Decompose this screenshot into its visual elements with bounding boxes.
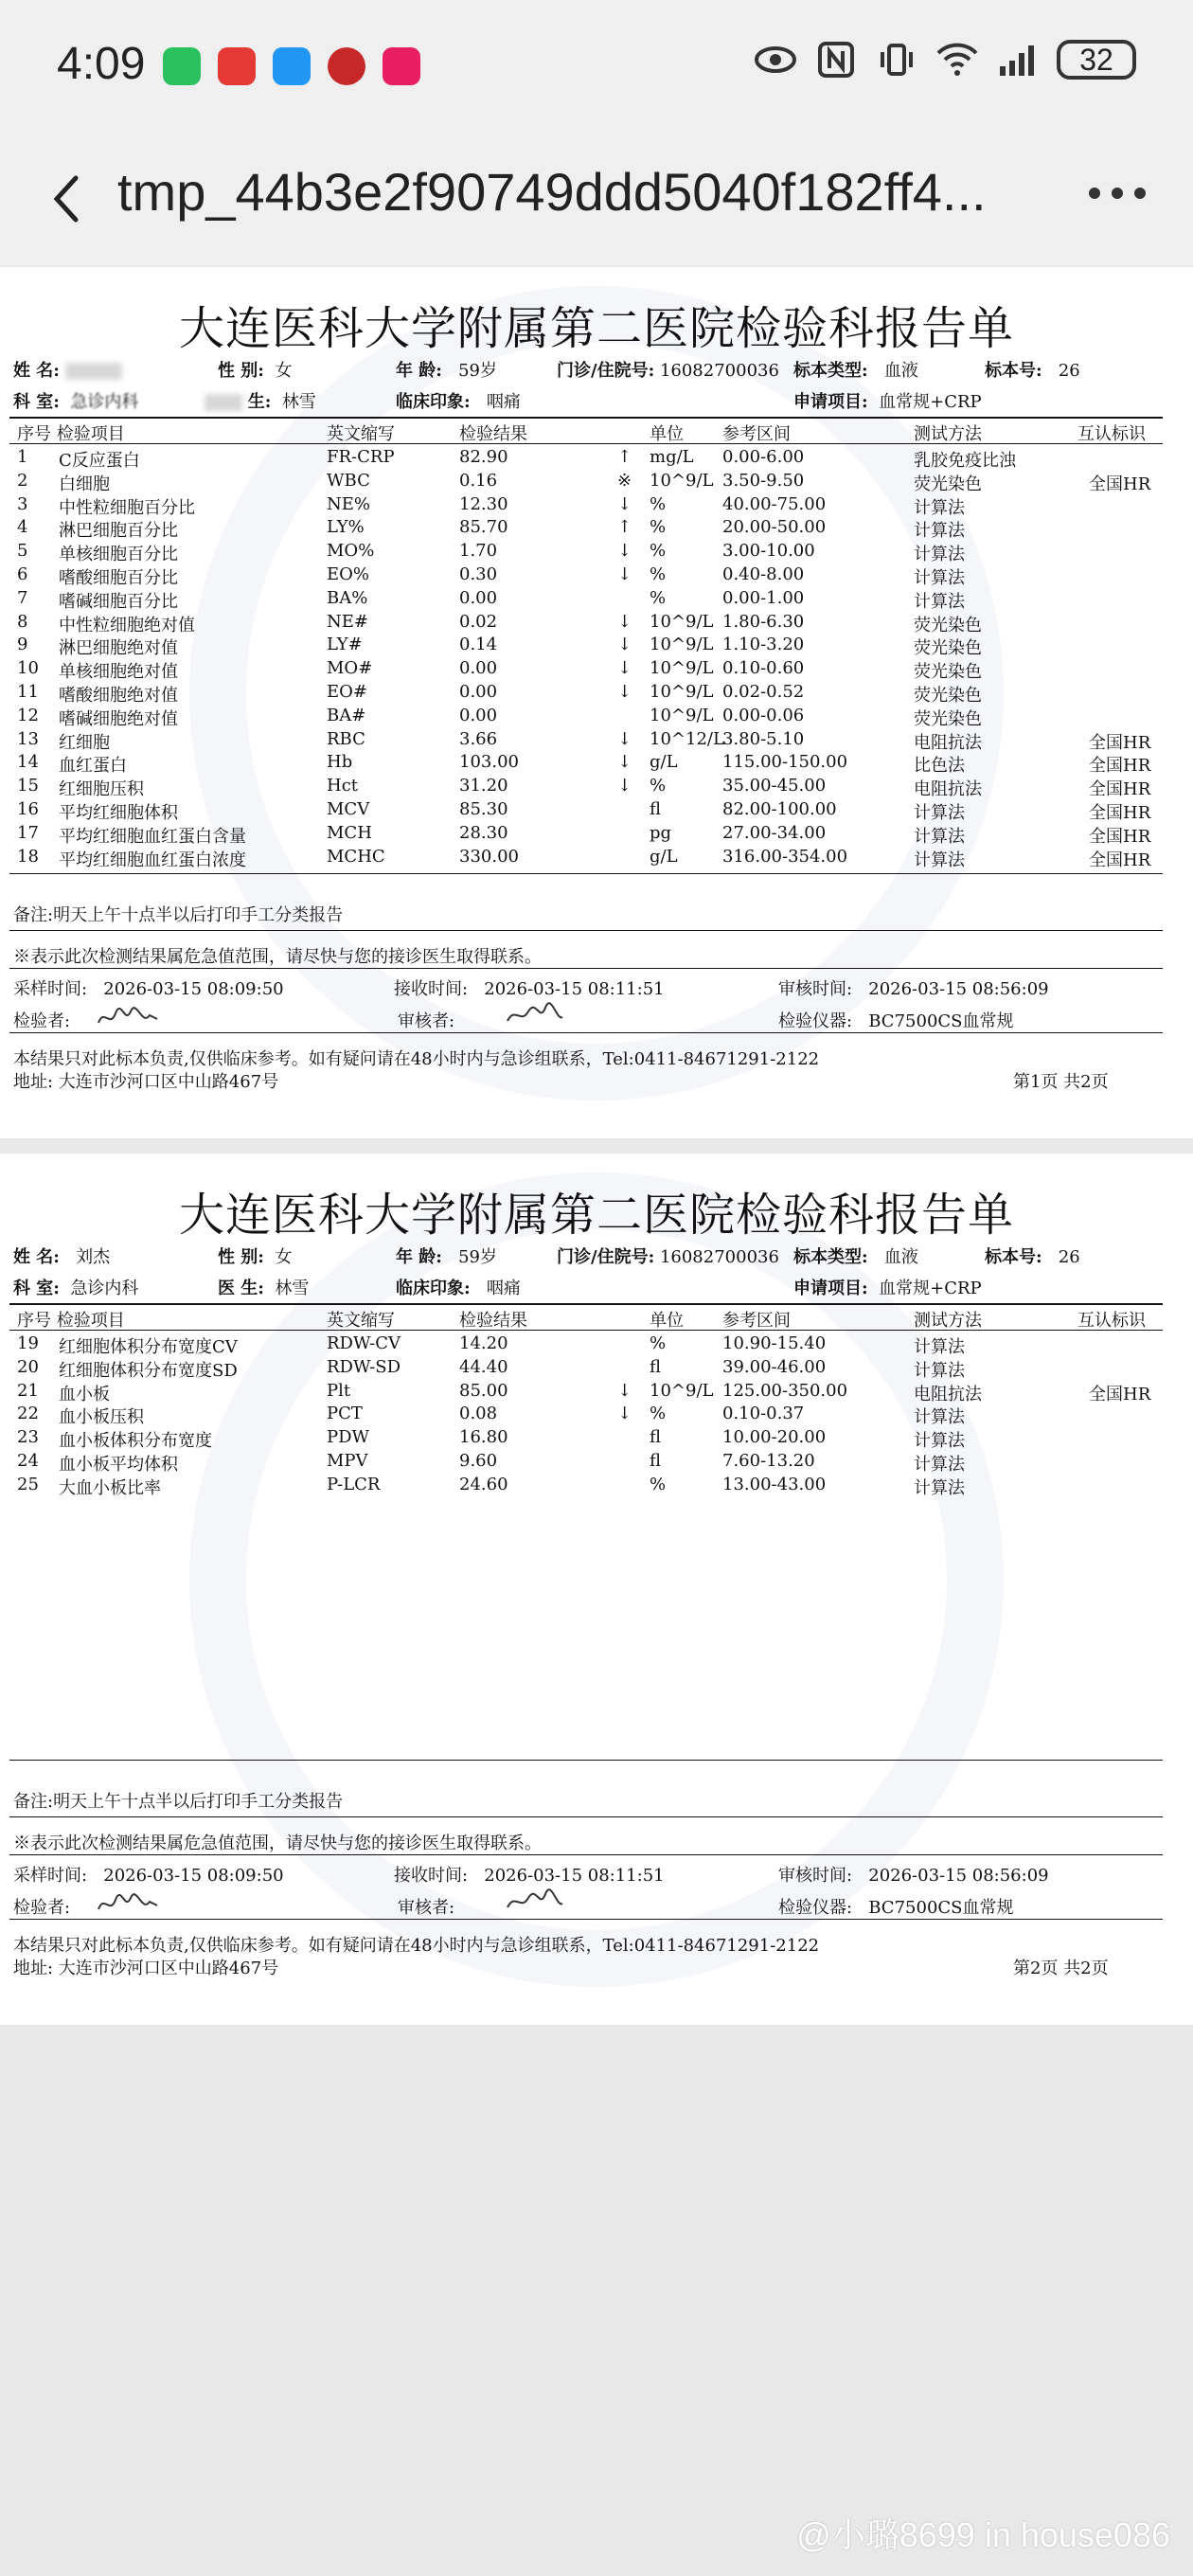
item-result: 85.70 (459, 517, 508, 538)
item-abbr: MCV (327, 799, 370, 819)
test-method: 荧光染色 (914, 615, 982, 635)
item-result: 1.70 (459, 541, 498, 562)
item-unit: fl (650, 1451, 662, 1471)
review-time: 审核时间: 2026-03-15 08:56:09 (778, 1866, 1049, 1886)
patient-id: 门诊/住院号: 16082700036 (557, 1247, 779, 1267)
item-abbr: BA% (327, 587, 368, 608)
clinical-impression: 临床印象: 咽痛 (396, 1279, 521, 1298)
item-name: 平均红细胞血红蛋白浓度 (59, 850, 246, 870)
row-number: 4 (17, 517, 28, 538)
reference-range: 0.00-0.06 (722, 705, 805, 725)
test-method: 计算法 (914, 803, 965, 823)
request-items: 申请项目: 血常规+CRP (793, 1279, 982, 1298)
test-method: 电阻抗法 (914, 1384, 982, 1404)
test-method: 比色法 (914, 756, 965, 777)
item-name: 血小板平均体积 (59, 1455, 178, 1475)
patient-age: 年 龄: 59岁 (396, 1247, 497, 1267)
reference-range: 10.00-20.00 (722, 1427, 827, 1448)
page-number: 第1页 共2页 (1013, 1072, 1109, 1092)
test-method: 计算法 (914, 1431, 965, 1452)
sample-number: 标本号: 26 (985, 361, 1080, 381)
status-bar (0, 0, 1193, 133)
test-method: 计算法 (914, 545, 965, 565)
department: 科 室: 急诊内科 (13, 392, 139, 412)
remark-rule (9, 930, 1163, 931)
item-name: 大血小板比率 (59, 1477, 161, 1498)
item-abbr: BA# (327, 705, 366, 725)
abnormal-flag: ↓ (617, 541, 632, 562)
remark: 备注:明天上午十点半以后打印手工分类报告 (13, 905, 344, 925)
test-method: 计算法 (914, 497, 965, 518)
item-unit: 10^9/L (650, 705, 714, 725)
report-page-2 (0, 1154, 1193, 2025)
app-title-bar (0, 133, 1193, 265)
item-result: 0.00 (459, 705, 498, 725)
item-unit: % (650, 1404, 667, 1424)
header-item: 序号 检验项目 (17, 424, 125, 444)
reference-range: 125.00-350.00 (722, 1380, 848, 1401)
item-name: 血小板体积分布宽度 (59, 1431, 212, 1452)
row-number: 16 (17, 799, 39, 819)
patient-name: 姓 名: 刘杰 (13, 1247, 111, 1267)
item-name: 嗜酸细胞百分比 (59, 568, 178, 588)
item-name: 淋巴细胞绝对值 (59, 638, 178, 659)
message-app-icon (273, 47, 311, 85)
item-result: 44.40 (459, 1356, 508, 1377)
item-abbr: WBC (327, 470, 370, 491)
tester-signature (95, 1890, 161, 1919)
row-number: 17 (17, 822, 39, 843)
signal-icon (996, 38, 1040, 81)
signature-rule (9, 1919, 1163, 1920)
item-name: 平均红细胞血红蛋白含量 (59, 826, 246, 847)
item-name: C反应蛋白 (59, 451, 140, 471)
abnormal-flag: ↑ (617, 517, 632, 538)
reference-range: 3.80-5.10 (722, 728, 805, 749)
shopping-app-icon (383, 47, 420, 85)
item-unit: fl (650, 1356, 662, 1377)
abnormal-flag: ↓ (617, 682, 632, 702)
row-number: 3 (17, 493, 28, 514)
header-unit: 单位 (650, 1311, 684, 1331)
row-number: 19 (17, 1333, 39, 1353)
item-name: 血小板压积 (59, 1407, 144, 1428)
item-result: 85.30 (459, 799, 508, 819)
item-name: 红细胞 (59, 732, 110, 753)
item-abbr: NE% (327, 493, 370, 514)
item-name: 中性粒细胞绝对值 (59, 615, 195, 635)
item-unit: % (650, 541, 667, 562)
item-unit: 10^12/L (650, 728, 724, 749)
header-abbr: 英文缩写 (327, 424, 395, 444)
doctor: 生: 林雪 (205, 388, 316, 413)
row-number: 21 (17, 1380, 39, 1401)
row-number: 20 (17, 1356, 39, 1377)
reference-range: 40.00-75.00 (722, 493, 827, 514)
reference-range: 0.40-8.00 (722, 564, 805, 584)
receive-time: 接收时间: 2026-03-15 08:11:51 (394, 1866, 665, 1886)
test-method: 计算法 (914, 1455, 965, 1475)
item-abbr: MO# (327, 658, 373, 679)
item-result: 0.08 (459, 1404, 498, 1424)
header-range: 参考区间 (722, 424, 791, 444)
item-abbr: EO% (327, 564, 369, 584)
tester-label: 检验者: (13, 1898, 71, 1918)
report-title: 大连医科大学附属第二医院检验科报告单 (178, 302, 1014, 355)
item-name: 中性粒细胞百分比 (59, 497, 195, 518)
header-result: 检验结果 (459, 424, 527, 444)
item-unit: g/L (650, 752, 678, 773)
item-unit: 10^9/L (650, 658, 714, 679)
row-number: 10 (17, 658, 39, 679)
item-abbr: PDW (327, 1427, 370, 1448)
reference-range: 0.10-0.60 (722, 658, 805, 679)
abnormal-flag: ↓ (617, 752, 632, 773)
item-abbr: RBC (327, 728, 365, 749)
item-abbr: PCT (327, 1404, 363, 1424)
row-number: 13 (17, 728, 39, 749)
abnormal-flag: ↓ (617, 776, 632, 796)
item-name: 红细胞体积分布宽度CV (59, 1337, 238, 1357)
patient-name: 姓 名: (13, 357, 122, 382)
reference-range: 27.00-34.00 (722, 822, 827, 843)
item-unit: % (650, 517, 667, 538)
item-abbr: LY% (327, 517, 365, 538)
header-mark: 互认标识 (1077, 1311, 1146, 1331)
reviewer-signature (502, 1000, 568, 1029)
abnormal-flag: ↓ (617, 1404, 632, 1424)
row-number: 25 (17, 1474, 39, 1494)
test-method: 计算法 (914, 591, 965, 612)
item-unit: fl (650, 1427, 662, 1448)
test-method: 乳胶免疫比浊 (914, 451, 1016, 471)
item-abbr: Hb (327, 752, 353, 773)
item-result: 82.90 (459, 447, 508, 467)
vibrate-icon (875, 38, 918, 81)
reference-range: 3.50-9.50 (722, 470, 805, 491)
item-abbr: FR-CRP (327, 447, 395, 467)
row-number: 9 (17, 635, 28, 655)
file-name-title: tmp_44b3e2f90749ddd5040f182ff4... (117, 162, 987, 222)
test-method: 电阻抗法 (914, 779, 982, 800)
item-unit: mg/L (650, 447, 694, 467)
item-result: 0.30 (459, 564, 498, 584)
row-number: 22 (17, 1404, 39, 1424)
row-number: 8 (17, 611, 28, 632)
test-method: 荧光染色 (914, 662, 982, 683)
patient-age: 年 龄: 59岁 (396, 361, 497, 381)
test-method: 荧光染色 (914, 708, 982, 729)
doctor: 医 生: 林雪 (218, 1279, 310, 1298)
recognition-mark: 全国HR (1089, 732, 1151, 753)
row-number: 15 (17, 776, 39, 796)
reference-range: 1.10-3.20 (722, 635, 805, 655)
reference-range: 0.10-0.37 (722, 1404, 805, 1424)
item-result: 3.66 (459, 728, 498, 749)
item-unit: % (650, 493, 667, 514)
abnormal-flag: ※ (617, 470, 632, 491)
reference-range: 115.00-150.00 (722, 752, 848, 773)
item-name: 单核细胞百分比 (59, 545, 178, 565)
item-result: 85.00 (459, 1380, 508, 1401)
item-unit: fl (650, 799, 662, 819)
tester-label: 检验者: (13, 1011, 71, 1031)
test-method: 计算法 (914, 521, 965, 542)
header-unit: 单位 (650, 424, 684, 444)
item-unit: % (650, 1333, 667, 1353)
test-method: 计算法 (914, 826, 965, 847)
test-method: 荧光染色 (914, 686, 982, 706)
reference-range: 3.00-10.00 (722, 541, 815, 562)
header-range: 参考区间 (722, 1311, 791, 1331)
sample-number: 标本号: 26 (985, 1247, 1080, 1267)
report-title: 大连医科大学附属第二医院检验科报告单 (178, 1189, 1014, 1242)
test-method: 计算法 (914, 1337, 965, 1357)
review-time: 审核时间: 2026-03-15 08:56:09 (778, 979, 1049, 999)
item-result: 0.00 (459, 587, 498, 608)
abnormal-flag: ↓ (617, 1380, 632, 1401)
item-unit: 10^9/L (650, 682, 714, 702)
clinical-impression: 临床印象: 咽痛 (396, 392, 521, 412)
row-number: 23 (17, 1427, 39, 1448)
header-mark: 互认标识 (1077, 424, 1146, 444)
item-abbr: P-LCR (327, 1474, 381, 1494)
instrument: 检验仪器: BC7500CS血常规 (778, 1898, 1014, 1918)
item-result: 31.20 (459, 776, 508, 796)
test-method: 电阻抗法 (914, 732, 982, 753)
item-name: 白细胞 (59, 474, 110, 494)
item-unit: pg (650, 822, 672, 843)
row-number: 5 (17, 541, 28, 562)
item-unit: % (650, 564, 667, 584)
row-number: 6 (17, 564, 28, 584)
item-name: 红细胞体积分布宽度SD (59, 1360, 238, 1381)
item-abbr: RDW-SD (327, 1356, 401, 1377)
warning-rule (9, 968, 1163, 969)
warning-rule (9, 1854, 1163, 1855)
remark-rule (9, 1816, 1163, 1817)
nfc-icon (814, 38, 858, 81)
abnormal-flag: ↑ (617, 447, 632, 467)
reference-range: 1.80-6.30 (722, 611, 805, 632)
item-unit: 10^9/L (650, 611, 714, 632)
table-bottom-rule (9, 873, 1163, 874)
test-method: 计算法 (914, 850, 965, 870)
address: 地址: 大连市沙河口区中山路467号 (13, 1959, 279, 1978)
abnormal-flag: ↓ (617, 728, 632, 749)
item-result: 0.14 (459, 635, 498, 655)
critical-warning: ※表示此次检测结果属危急值范围，请尽快与您的接诊医生取得联系。 (13, 1834, 542, 1853)
item-unit: % (650, 1474, 667, 1494)
recognition-mark: 全国HR (1089, 779, 1151, 800)
test-method: 计算法 (914, 1477, 965, 1498)
recognition-mark: 全国HR (1089, 826, 1151, 847)
row-number: 11 (17, 682, 39, 702)
item-name: 血小板 (59, 1384, 110, 1404)
recognition-mark: 全国HR (1089, 474, 1151, 494)
department: 科 室: 急诊内科 (13, 1279, 139, 1298)
table-top-rule (9, 417, 1163, 419)
page-number: 第2页 共2页 (1013, 1959, 1109, 1978)
item-unit: 10^9/L (650, 1380, 714, 1401)
disclaimer: 本结果只对此标本负责,仅供临床参考。如有疑问请在48小时内与急诊组联系，Tel:0411-84671291-2122 (13, 1936, 820, 1956)
item-abbr: RDW-CV (327, 1333, 401, 1353)
reference-range: 0.02-0.52 (722, 682, 805, 702)
item-name: 单核细胞绝对值 (59, 662, 178, 683)
tester-signature (95, 1004, 161, 1032)
item-result: 0.02 (459, 611, 498, 632)
request-items: 申请项目: 血常规+CRP (793, 392, 982, 412)
item-name: 嗜酸细胞绝对值 (59, 686, 178, 706)
abnormal-flag: ↓ (617, 493, 632, 514)
item-result: 14.20 (459, 1333, 508, 1353)
table-bottom-rule (9, 1760, 1163, 1761)
row-number: 2 (17, 470, 28, 491)
red-app-icon (218, 47, 256, 85)
report-page-1 (0, 267, 1193, 1138)
reference-range: 10.90-15.40 (722, 1333, 827, 1353)
test-method: 计算法 (914, 568, 965, 588)
item-result: 330.00 (459, 846, 519, 867)
header-result: 检验结果 (459, 1311, 527, 1331)
item-unit: % (650, 776, 667, 796)
item-unit: 10^9/L (650, 635, 714, 655)
test-method: 计算法 (914, 1360, 965, 1381)
table-top-rule (9, 1303, 1163, 1305)
collect-time: 采样时间: 2026-03-15 08:09:50 (13, 1866, 284, 1886)
item-abbr: MPV (327, 1451, 368, 1471)
eye-icon (754, 38, 797, 81)
reviewer-label: 审核者: (398, 1898, 455, 1918)
sample-type: 标本类型: 血液 (793, 361, 918, 381)
header-method: 测试方法 (914, 424, 982, 444)
reference-range: 13.00-43.00 (722, 1474, 827, 1494)
item-name: 血红蛋白 (59, 756, 127, 777)
abnormal-flag: ↓ (617, 658, 632, 679)
item-unit: g/L (650, 846, 678, 867)
test-method: 荧光染色 (914, 474, 982, 494)
test-method: 计算法 (914, 1407, 965, 1428)
item-name: 平均红细胞体积 (59, 803, 178, 823)
table-header-rule (9, 443, 1163, 444)
item-name: 嗜碱细胞绝对值 (59, 708, 178, 729)
address: 地址: 大连市沙河口区中山路467号 (13, 1072, 279, 1092)
item-abbr: MCHC (327, 846, 385, 867)
item-name: 淋巴细胞百分比 (59, 521, 178, 542)
item-result: 28.30 (459, 822, 508, 843)
reviewer-label: 审核者: (398, 1011, 455, 1031)
item-abbr: MO% (327, 541, 375, 562)
receive-time: 接收时间: 2026-03-15 08:11:51 (394, 979, 665, 999)
reference-range: 7.60-13.20 (722, 1451, 815, 1471)
item-result: 16.80 (459, 1427, 508, 1448)
header-abbr: 英文缩写 (327, 1311, 395, 1331)
recognition-mark: 全国HR (1089, 1384, 1151, 1404)
disclaimer: 本结果只对此标本负责,仅供临床参考。如有疑问请在48小时内与急诊组联系，Tel:0411-84671291-2122 (13, 1049, 820, 1069)
item-name: 红细胞压积 (59, 779, 144, 800)
row-number: 1 (17, 447, 28, 467)
more-options-button[interactable] (1089, 188, 1146, 206)
reference-range: 0.00-6.00 (722, 447, 805, 467)
header-item: 序号 检验项目 (17, 1311, 125, 1331)
item-result: 24.60 (459, 1474, 508, 1494)
item-result: 0.00 (459, 682, 498, 702)
item-abbr: Plt (327, 1380, 351, 1401)
back-arrow-icon[interactable] (38, 169, 98, 229)
battery-indicator: 32 (1057, 40, 1136, 80)
instrument: 检验仪器: BC7500CS血常规 (778, 1011, 1014, 1031)
recognition-mark: 全国HR (1089, 850, 1151, 870)
reference-range: 20.00-50.00 (722, 517, 827, 538)
wifi-icon (935, 38, 979, 81)
row-number: 7 (17, 587, 28, 608)
header-method: 测试方法 (914, 1311, 982, 1331)
patient-id: 门诊/住院号: 16082700036 (557, 361, 779, 381)
item-result: 0.00 (459, 658, 498, 679)
abnormal-flag: ↓ (617, 611, 632, 632)
abnormal-flag: ↓ (617, 564, 632, 584)
item-result: 0.16 (459, 470, 498, 491)
item-abbr: MCH (327, 822, 372, 843)
item-result: 103.00 (459, 752, 519, 773)
item-abbr: NE# (327, 611, 368, 632)
item-result: 12.30 (459, 493, 508, 514)
item-unit: % (650, 587, 667, 608)
reference-range: 0.00-1.00 (722, 587, 805, 608)
source-watermark: @小璐8699 in house086 (796, 2515, 1170, 2554)
row-number: 12 (17, 705, 39, 725)
wechat-app-icon (163, 47, 201, 85)
patient-sex: 性 别: 女 (218, 1247, 293, 1267)
sample-type: 标本类型: 血液 (793, 1247, 918, 1267)
bank-app-icon (328, 47, 365, 85)
table-header-rule (9, 1330, 1163, 1331)
row-number: 24 (17, 1451, 39, 1471)
item-abbr: EO# (327, 682, 367, 702)
recognition-mark: 全国HR (1089, 803, 1151, 823)
item-name: 嗜碱细胞百分比 (59, 591, 178, 612)
row-number: 14 (17, 752, 39, 773)
reference-range: 35.00-45.00 (722, 776, 827, 796)
reference-range: 39.00-46.00 (722, 1356, 827, 1377)
patient-sex: 性 别: 女 (218, 361, 293, 381)
status-time: 4:09 (57, 39, 146, 89)
reference-range: 316.00-354.00 (722, 846, 848, 867)
item-result: 9.60 (459, 1451, 498, 1471)
row-number: 18 (17, 846, 39, 867)
remark: 备注:明天上午十点半以后打印手工分类报告 (13, 1792, 344, 1812)
item-abbr: LY# (327, 635, 363, 655)
recognition-mark: 全国HR (1089, 756, 1151, 777)
item-abbr: Hct (327, 776, 359, 796)
reviewer-signature (502, 1887, 568, 1915)
test-method: 荧光染色 (914, 638, 982, 659)
collect-time: 采样时间: 2026-03-15 08:09:50 (13, 979, 284, 999)
critical-warning: ※表示此次检测结果属危急值范围，请尽快与您的接诊医生取得联系。 (13, 947, 542, 967)
item-unit: 10^9/L (650, 470, 714, 491)
signature-rule (9, 1032, 1163, 1033)
abnormal-flag: ↓ (617, 635, 632, 655)
reference-range: 82.00-100.00 (722, 799, 837, 819)
